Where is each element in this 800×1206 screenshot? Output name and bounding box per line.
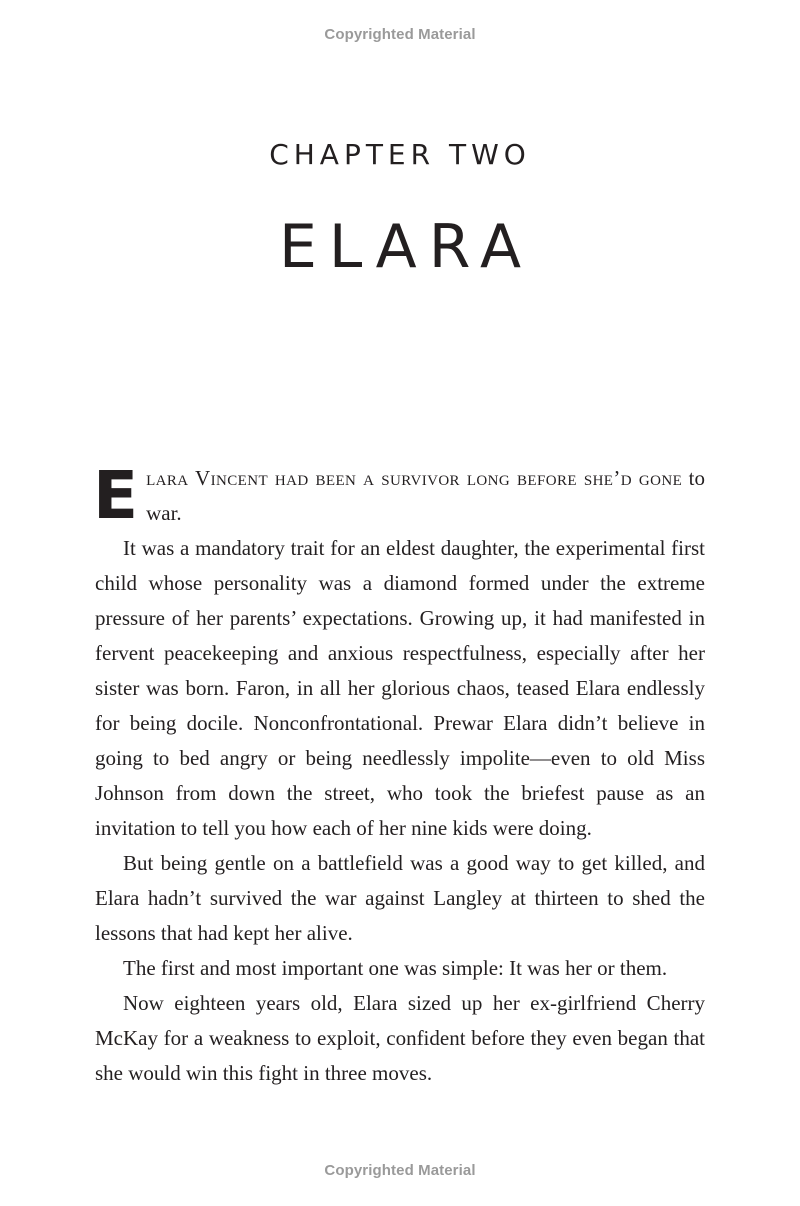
body-paragraph: It was a mandatory trait for an eldest daughter, the experimental first child whose personality was a diamond formed under the extreme pressure of her parents’ expectations. Growing up, it had manifested in fervent peacekeeping and anxious respectfulness, especially after her sister was born. Faron, in all her glorious chaos, teased Elara endlessly for being docile. Nonconfrontational. Prewar Elara didn’t believe in going to bed angry or being needlessly impolite—even to old Miss Johnson from down the street, who took the briefest pause as an invitation to tell you how each of her nine kids were doing.: [95, 536, 705, 840]
body-paragraph: But being gentle on a battlefield was a good way to get killed, and Elara hadn’t survived the war against Langley at thirteen to shed the lessons that had kept her alive.: [95, 851, 705, 945]
body-paragraph: Now eighteen years old, Elara sized up her ex-girlfriend Cherry McKay for a weakness to exploit, confident before they even began that she would win this fight in three moves.: [95, 991, 705, 1085]
drop-cap: E: [93, 457, 139, 534]
opening-line-rest: to war.: [146, 466, 705, 525]
copyright-watermark-bottom: Copyrighted Material: [324, 1162, 476, 1179]
opening-paragraph: [93, 457, 705, 534]
opening-smallcaps-line: lara Vincent had been a survivor long before she’d gone: [146, 466, 683, 490]
chapter-title: ELARA: [278, 212, 534, 282]
chapter-number: CHAPTER TWO: [269, 138, 531, 171]
body-paragraph: The first and most important one was simple: It was her or them.: [123, 956, 668, 980]
copyright-watermark-top: Copyrighted Material: [324, 26, 476, 43]
chapter-body: [93, 457, 705, 1091]
